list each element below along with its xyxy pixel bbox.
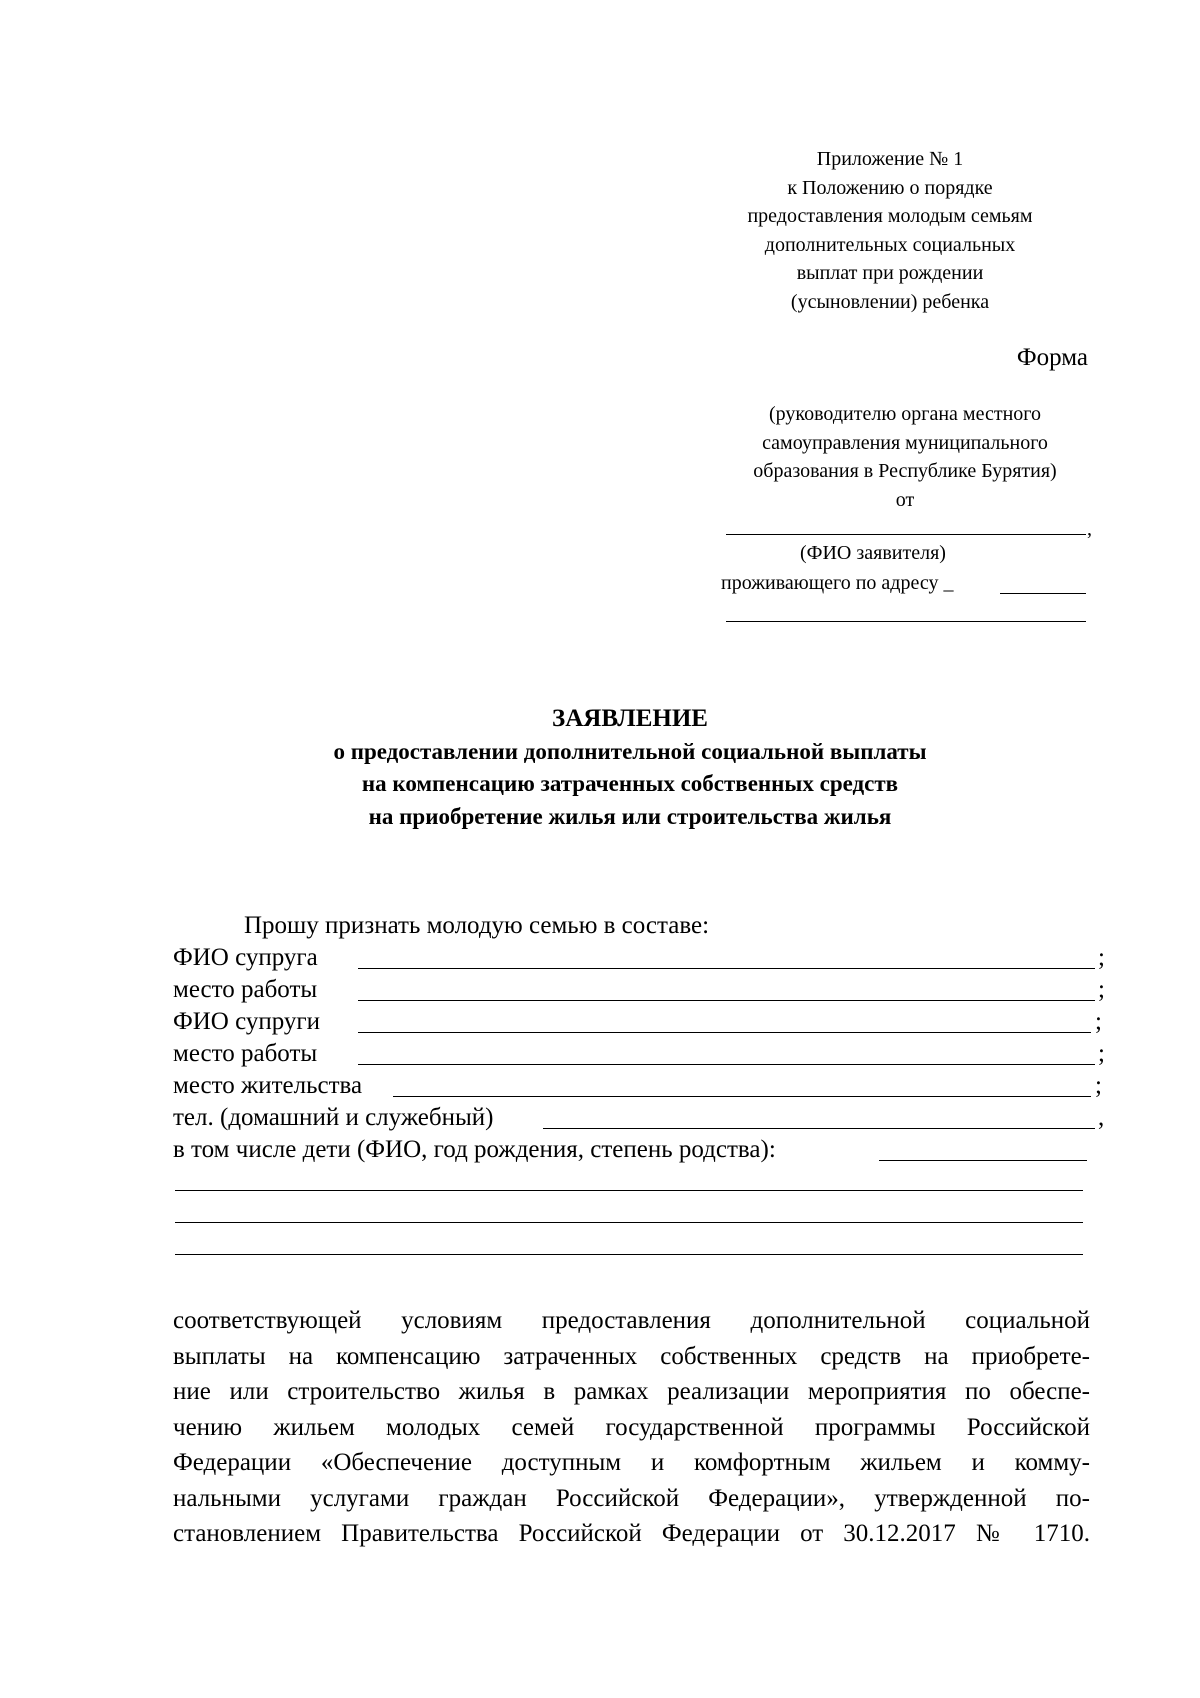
field-residence bbox=[173, 1070, 1102, 1102]
paragraph-line: Федерации «Обеспечение доступным и комфортным жильем и комму- bbox=[173, 1449, 1090, 1476]
paragraph-line: нальными услугами граждан Российской Федерации», утвержденной по- bbox=[173, 1484, 1090, 1512]
appendix-line: выплат при рождении bbox=[796, 262, 984, 284]
addressee-block bbox=[715, 400, 1095, 514]
paragraph-line: становлением Правительства Российской Федерации от 30.12.2017 № 1710. bbox=[173, 1520, 1090, 1547]
children-blank-line[interactable] bbox=[175, 1222, 1083, 1223]
title-sub-line: о предоставлении дополнительной социальной выплаты bbox=[333, 738, 927, 764]
form-intro: Прошу признать молодую семью в составе: bbox=[244, 912, 710, 939]
appendix-line: (усыновлении) ребенка bbox=[790, 290, 990, 313]
appendix-line: к Положению о порядке bbox=[787, 176, 993, 199]
field-end-mark: ; bbox=[1095, 1072, 1102, 1099]
addressee-line: самоуправления муниципального bbox=[762, 431, 1048, 454]
field-phone bbox=[173, 1102, 1105, 1134]
address-label: проживающего по адресу _ bbox=[721, 572, 954, 594]
field-husband-workplace bbox=[173, 974, 1105, 1006]
field-label: место работы bbox=[173, 1040, 318, 1067]
appendix-line: предоставления молодым семьям bbox=[747, 205, 1033, 227]
field-spouse-husband-name bbox=[173, 942, 1105, 974]
field-input-line[interactable] bbox=[358, 1000, 1095, 1001]
field-wife-workplace bbox=[173, 1038, 1105, 1070]
title-main: ЗАЯВЛЕНИЕ bbox=[552, 705, 708, 732]
field-label: тел. (домашний и служебный) bbox=[173, 1104, 494, 1131]
title-sub-line: на компенсацию затраченных собственных средств bbox=[361, 771, 899, 796]
applicant-name-blank[interactable] bbox=[726, 534, 1086, 535]
field-end-mark: ; bbox=[1098, 976, 1105, 1003]
field-input-line[interactable] bbox=[879, 1160, 1087, 1161]
field-children bbox=[173, 1134, 1093, 1166]
field-input-line[interactable] bbox=[358, 968, 1095, 969]
addressee-line: от bbox=[895, 488, 915, 511]
children-blank-line[interactable] bbox=[175, 1190, 1083, 1191]
field-input-line[interactable] bbox=[358, 1064, 1095, 1065]
addressee-line: (руководителю органа местного bbox=[769, 403, 1041, 425]
appendix-header bbox=[700, 145, 1080, 316]
appendix-line: дополнительных социальных bbox=[764, 233, 1016, 256]
field-label: место жительства bbox=[173, 1072, 363, 1099]
applicant-name-caption: (ФИО заявителя) bbox=[800, 542, 946, 564]
children-blank-line[interactable] bbox=[175, 1254, 1083, 1255]
addressee-line: образования в Республике Бурятия) bbox=[753, 460, 1057, 482]
paragraph-line: соответствующей условиям предоставления дополнительной социальной bbox=[173, 1307, 1090, 1334]
applicant-name-comma: , bbox=[1087, 518, 1092, 540]
paragraph-line: ние или строительство жилья в рамках реализации мероприятия по обеспе- bbox=[173, 1378, 1090, 1405]
field-end-mark: ; bbox=[1098, 944, 1105, 971]
address-blank-1[interactable] bbox=[1000, 593, 1086, 594]
appendix-line: Приложение № 1 bbox=[816, 148, 964, 170]
field-input-line[interactable] bbox=[393, 1096, 1091, 1097]
field-label: в том числе дети (ФИО, год рождения, степень родства): bbox=[173, 1136, 776, 1163]
paragraph-line: выплаты на компенсацию затраченных собственных средств на приобрете- bbox=[173, 1342, 1090, 1370]
field-label: ФИО супруга bbox=[173, 944, 318, 971]
paragraph-line: чению жильем молодых семей государственной программы Российской bbox=[173, 1413, 1090, 1441]
body-paragraph bbox=[173, 1303, 1090, 1552]
address-blank-2[interactable] bbox=[726, 621, 1086, 622]
field-end-mark: ; bbox=[1095, 1008, 1102, 1035]
form-label: Форма bbox=[1016, 344, 1088, 371]
title-sub-line: на приобретение жилья или строительства жилья bbox=[368, 803, 892, 829]
field-input-line[interactable] bbox=[358, 1032, 1091, 1033]
field-label: ФИО супруги bbox=[173, 1008, 321, 1035]
field-end-mark: , bbox=[1098, 1104, 1105, 1131]
field-end-mark: ; bbox=[1098, 1040, 1105, 1067]
application-title bbox=[170, 703, 1090, 833]
field-label: место работы bbox=[173, 976, 318, 1003]
field-input-line[interactable] bbox=[543, 1128, 1095, 1129]
field-spouse-wife-name bbox=[173, 1006, 1102, 1038]
